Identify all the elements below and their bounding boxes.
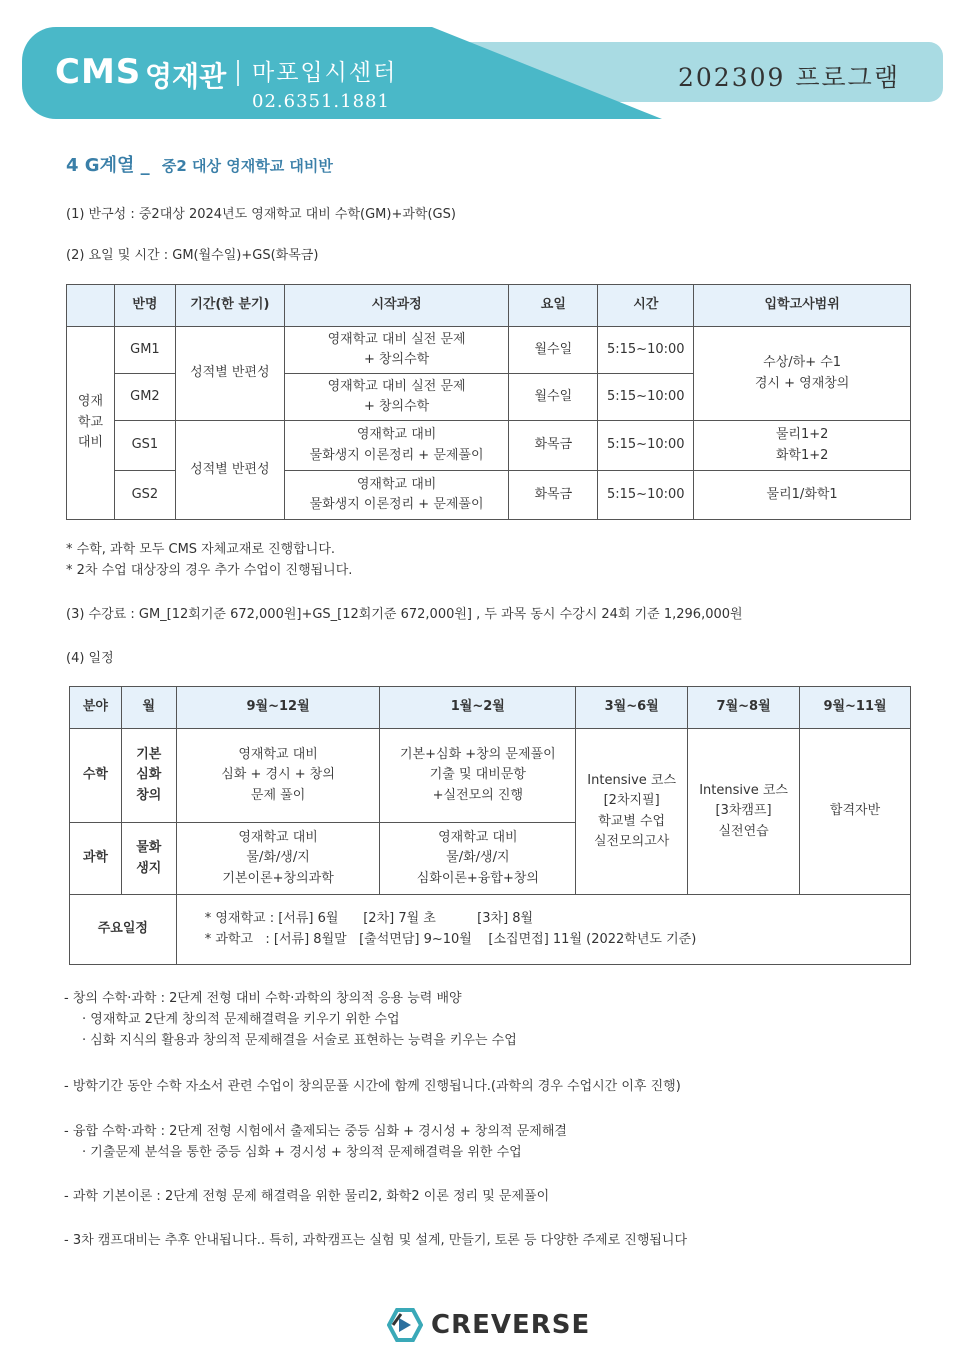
course-line: + 창의수학	[363, 352, 430, 367]
key-schedule-cell	[176, 895, 910, 965]
table-row	[67, 421, 911, 471]
day-cell: 화목금	[509, 421, 598, 471]
course-line: + 창의수학	[363, 399, 430, 414]
time-cell: 5:15~10:00	[598, 374, 694, 421]
mar-jun-cell	[576, 729, 688, 895]
cell-line: 실전모의고사	[593, 833, 670, 849]
cell-line: [2차지필]	[603, 793, 660, 809]
jul-aug-cell	[688, 729, 800, 895]
sep-nov-cell: 합격자반	[800, 729, 911, 895]
creverse-logo-icon	[387, 1306, 423, 1344]
logo-separator	[237, 60, 239, 86]
bullet-line: - 과학 기본이론 : 2단계 전형 문제 해결력을 위한 물리2, 화학2 이론 정리 및 문제풀이	[64, 1189, 550, 1204]
section-number-title: 4 G계열 _	[66, 155, 150, 176]
item-days-time: (2) 요일 및 시간 : GM(월수일)+GS(화목금)	[66, 248, 319, 263]
center-phone: 02.6351.1881	[252, 91, 390, 112]
class-table	[66, 284, 911, 520]
bullet-sub-line: · 심화 지식의 활용과 창의적 문제해결을 서술로 표현하는 능력을 키우는 수업	[82, 1033, 517, 1048]
course-line: 물화생지 이론정리 + 문제풀이	[309, 447, 484, 463]
schedule-table	[69, 686, 911, 965]
level-line: 생지	[136, 860, 162, 876]
range-cell: 물리1/화학1	[694, 471, 911, 520]
header-jan-feb: 1월~2월	[380, 687, 576, 729]
program-title: 202309 프로그램	[678, 63, 900, 92]
bullet-line: - 창의 수학·과학 : 2단계 전형 대비 수학·과학의 창의적 응용 능력 배양	[64, 991, 462, 1006]
bullet-sub-line: · 영재학교 2단계 창의적 문제해결력을 키우기 위한 수업	[82, 1012, 400, 1027]
field-math: 수학	[70, 729, 122, 823]
cell-line: 문제 풀이	[250, 787, 306, 803]
class-name: GS1	[114, 421, 175, 471]
footer-brand	[387, 1306, 590, 1344]
range-line: 물리1+2	[775, 427, 829, 443]
logo-cms: CMS	[55, 52, 142, 92]
cell-line: 물/화/생/지	[446, 850, 510, 866]
range-cell	[694, 421, 911, 471]
day-cell: 월수일	[509, 374, 598, 421]
cell-line: 심화이론+융합+창의	[416, 870, 539, 886]
header-exam-range: 입학고사범위	[694, 285, 911, 327]
cell-line: 물/화/생/지	[246, 850, 310, 866]
class-name: GM2	[114, 374, 175, 421]
header-period: 기간(한 분기)	[175, 285, 284, 327]
cell-line: 영재학교 대비	[238, 747, 318, 763]
level-line: 물화	[136, 840, 162, 856]
science-sep-dec	[176, 823, 380, 895]
class-name: GS2	[114, 471, 175, 520]
item-tuition: (3) 수강료 : GM_[12회기준 672,000원]+GS_[12회기준 672,000원] , 두 과목 동시 수강시 24회 기준 1,296,000원	[66, 607, 743, 622]
header-sep-nov: 9월~11월	[800, 687, 911, 729]
range-line: 화학1+2	[775, 447, 829, 463]
bullet-line: - 융합 수학·과학 : 2단계 전형 시험에서 출제되는 중등 심화 + 경시성 + 창의적 문제해결	[64, 1124, 567, 1139]
table-row	[70, 729, 911, 823]
cell-line: 영재학교 대비	[438, 830, 518, 846]
key-schedule-label: 주요일정	[70, 895, 177, 965]
period-cell: 성적별 반편성	[175, 421, 284, 520]
header-sep-dec: 9월~12월	[176, 687, 380, 729]
course-line: 영재학교 대비 실전 문제	[327, 331, 466, 347]
course-cell	[284, 421, 509, 471]
math-levels	[121, 729, 176, 823]
cell-line: 심화 + 경시 + 창의	[221, 767, 335, 783]
note-line: * 수학, 과학 모두 CMS 자체교재로 진행합니다.	[66, 542, 336, 557]
time-cell: 5:15~10:00	[598, 421, 694, 471]
section-subtitle: 중2 대상 영재학교 대비반	[161, 157, 333, 175]
cell-line: [3차캠프]	[715, 803, 772, 819]
science-levels	[121, 823, 176, 895]
footer-brand-text: CREVERSE	[431, 1310, 591, 1340]
cell-line: 영재학교 대비	[238, 830, 318, 846]
period-cell: 성적별 반편성	[175, 327, 284, 421]
class-name: GM1	[114, 327, 175, 374]
key-schedule-line: * 과학고 : [서류] 8월말 [출석면담] 9~10월 [소집면접] 11월 (2022학년도 기준)	[204, 931, 697, 947]
course-line: 영재학교 대비	[356, 427, 437, 443]
bullet-group-fusion	[64, 1121, 567, 1163]
course-cell	[284, 327, 509, 374]
header-month: 월	[121, 687, 176, 729]
header-empty	[67, 285, 115, 327]
group-label: 영재 학교 대비	[67, 327, 115, 520]
header-field: 분야	[70, 687, 122, 729]
time-cell: 5:15~10:00	[598, 327, 694, 374]
header-jul-aug: 7월~8월	[688, 687, 800, 729]
bullet-group-creative	[64, 988, 517, 1051]
range-line: 경시 + 영재창의	[754, 375, 850, 391]
header-mar-jun: 3월~6월	[576, 687, 688, 729]
note-line: * 2차 수업 대상장의 경우 추가 수업이 진행됩니다.	[66, 563, 353, 578]
bullet-sub-line: · 기출문제 분석을 통한 중등 심화 + 경시성 + 창의적 문제해결력을 위한 수업	[82, 1145, 522, 1160]
course-cell	[284, 471, 509, 520]
cell-line: 학교별 수업	[598, 813, 666, 829]
cell-line: +실전모의 진행	[432, 787, 524, 803]
header-time: 시간	[598, 285, 694, 327]
header-course: 시작과정	[284, 285, 509, 327]
level-line: 기본	[136, 747, 162, 763]
bullet-line: - 방학기간 동안 수학 자소서 관련 수업이 창의문풀 시간에 함께 진행됩니다.(과학의 경우 수업시간 이후 진행)	[64, 1079, 681, 1094]
range-cell	[694, 327, 911, 421]
math-sep-dec	[176, 729, 380, 823]
cell-line: Intensive 코스	[587, 773, 677, 789]
math-jan-feb	[380, 729, 576, 823]
cell-line: Intensive 코스	[699, 783, 788, 799]
item-schedule: (4) 일정	[66, 651, 114, 666]
table-row	[67, 327, 911, 374]
logo-brand-name: 영재관	[145, 60, 227, 93]
field-science: 과학	[70, 823, 122, 895]
course-line: 영재학교 대비 실전 문제	[327, 378, 466, 394]
time-cell: 5:15~10:00	[598, 471, 694, 520]
course-cell	[284, 374, 509, 421]
level-line: 심화	[136, 767, 162, 783]
header-day: 요일	[509, 285, 598, 327]
center-name: 마포입시센터	[252, 60, 398, 86]
level-line: 창의	[136, 787, 162, 803]
range-line: 수상/하+ 수1	[763, 355, 842, 371]
course-line: 영재학교 대비	[356, 476, 437, 492]
table-row	[70, 895, 911, 965]
course-line: 물화생지 이론정리 + 문제풀이	[309, 497, 484, 512]
day-cell: 월수일	[509, 327, 598, 374]
cell-line: 기본+심화 +창의 문제풀이	[400, 747, 556, 763]
bullet-line: - 3차 캠프대비는 추후 안내됩니다.. 특히, 과학캠프는 실험 및 설계, 만들기, 토론 등 다양한 주제로 진행됩니다	[64, 1233, 688, 1248]
item-class-composition: (1) 반구성 : 중2대상 2024년도 영재학교 대비 수학(GM)+과학(GS)	[66, 207, 456, 222]
key-schedule-line: * 영재학교 : [서류] 6월 [2차] 7월 초 [3차] 8월	[204, 911, 534, 927]
cell-line: 기본이론+창의과학	[222, 870, 334, 886]
header-class-name: 반명	[114, 285, 175, 327]
science-jan-feb	[380, 823, 576, 895]
section-title	[66, 151, 333, 177]
day-cell: 화목금	[509, 471, 598, 520]
notes-block	[66, 539, 352, 581]
cell-line: 기출 및 대비문항	[429, 767, 526, 783]
cell-line: 실전연습	[718, 823, 769, 839]
